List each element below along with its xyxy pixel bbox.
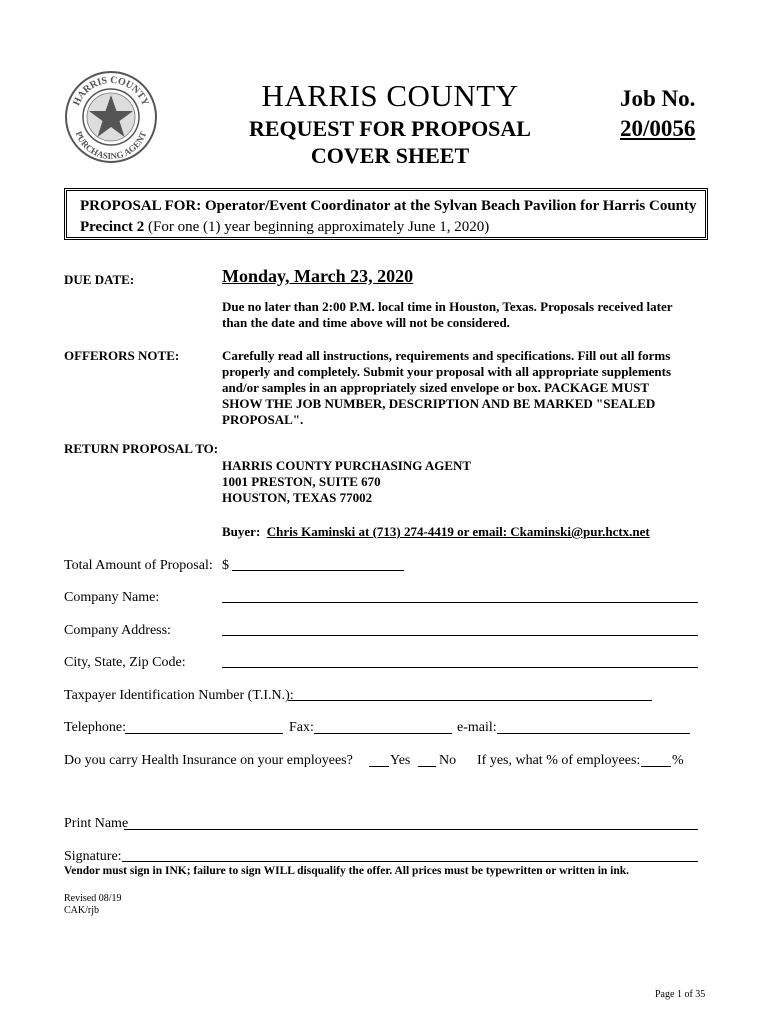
svg-text:PURCHASING AGENT: PURCHASING AGENT xyxy=(73,129,149,162)
buyer-info xyxy=(222,524,650,540)
fax-field[interactable] xyxy=(314,733,452,734)
proposal-for-line2 xyxy=(80,217,705,238)
proposal-term: (For one (1) year beginning approximately June 1, 2020) xyxy=(144,219,490,235)
tin-field[interactable] xyxy=(288,700,652,701)
page-number: Page 1 of 35 xyxy=(655,989,706,1000)
company-name-label: Company Name: xyxy=(64,590,160,605)
due-date-note xyxy=(222,299,712,331)
address-line: HOUSTON, TEXAS 77002 xyxy=(222,490,373,505)
page-subtitle-cover-sheet: COVER SHEET xyxy=(310,143,470,168)
return-proposal-label: RETURN PROPOSAL TO: xyxy=(64,441,219,456)
proposal-for-text xyxy=(80,196,705,238)
offerors-line: properly and completely. Submit your proposal with all appropriate supplements xyxy=(222,364,672,379)
job-number: 20/0056 xyxy=(620,116,696,141)
print-name-field[interactable] xyxy=(124,829,698,830)
due-note-line: Due no later than 2:00 P.M. local time in Houston, Texas. Proposals received later xyxy=(222,299,673,314)
percent-employees-field[interactable] xyxy=(641,766,671,767)
due-date-value: Monday, March 23, 2020 xyxy=(222,266,414,286)
author-initials: CAK/rjb xyxy=(64,905,99,916)
percent-employees-question: If yes, what % of employees: xyxy=(477,753,641,768)
percent-sign: % xyxy=(672,753,684,768)
offerors-line: and/or samples in an appropriately sized envelope or box. PACKAGE MUST xyxy=(222,380,649,395)
buyer-label: Buyer: xyxy=(222,524,261,539)
precinct-label: Precinct 2 xyxy=(80,219,145,235)
health-yes-field[interactable] xyxy=(369,766,389,767)
telephone-label: Telephone: xyxy=(64,720,126,735)
due-date-label: DUE DATE: xyxy=(64,272,135,287)
proposal-for-line1: PROPOSAL FOR: Operator/Event Coordinator at the Sylvan Beach Pavilion for Harris County xyxy=(80,198,697,214)
harris-county-seal-logo xyxy=(64,70,158,164)
address-line: 1001 PRESTON, SUITE 670 xyxy=(222,474,381,489)
address-line: HARRIS COUNTY PURCHASING AGENT xyxy=(222,458,472,473)
telephone-field[interactable] xyxy=(125,733,283,734)
page-title: HARRIS COUNTY xyxy=(261,78,519,113)
company-address-field[interactable] xyxy=(222,635,698,636)
ink-notice: Vendor must sign in INK; failure to sign WILL disqualify the offer. All prices must be typewritten or written in ink. xyxy=(64,865,630,877)
due-note-line: than the date and time above will not be considered. xyxy=(222,315,510,330)
total-amount-field[interactable] xyxy=(232,570,404,571)
health-no-field[interactable] xyxy=(418,766,436,767)
offerors-line: SHOW THE JOB NUMBER, DESCRIPTION AND BE MARKED "SEALED xyxy=(222,396,656,411)
offerors-note-text xyxy=(222,348,708,428)
revision-note: Revised 08/19 xyxy=(64,893,122,904)
return-address xyxy=(222,458,471,506)
svg-text:HARRIS COUNTY: HARRIS COUNTY xyxy=(71,74,151,108)
job-number-label: Job No. xyxy=(620,86,696,111)
offerors-note-label: OFFERORS NOTE: xyxy=(64,348,180,363)
tin-label: Taxpayer Identification Number (T.I.N.): xyxy=(64,688,294,703)
signature-label: Signature: xyxy=(64,849,122,864)
email-label: e-mail: xyxy=(457,720,497,735)
no-label: No xyxy=(439,753,457,768)
fax-label: Fax: xyxy=(289,720,314,735)
buyer-contact: Chris Kaminski at (713) 274-4419 or email: Ckaminski@pur.hctx.net xyxy=(266,524,650,539)
company-name-field[interactable] xyxy=(222,602,698,603)
yes-label: Yes xyxy=(390,753,411,768)
page-subtitle-rfp: REQUEST FOR PROPOSAL xyxy=(249,116,531,141)
print-name-label: Print Name xyxy=(64,816,129,831)
total-amount-label: Total Amount of Proposal: xyxy=(64,558,213,573)
city-state-zip-field[interactable] xyxy=(222,667,698,668)
health-insurance-question: Do you carry Health Insurance on your employees? xyxy=(64,753,353,768)
dollar-sign: $ xyxy=(222,558,229,573)
signature-field[interactable] xyxy=(122,861,698,862)
offerors-line: Carefully read all instructions, requirements and specifications. Fill out all forms xyxy=(222,348,671,363)
offerors-line: PROPOSAL". xyxy=(222,412,304,427)
city-state-zip-label: City, State, Zip Code: xyxy=(64,655,186,670)
email-field[interactable] xyxy=(497,733,690,734)
company-address-label: Company Address: xyxy=(64,623,171,638)
